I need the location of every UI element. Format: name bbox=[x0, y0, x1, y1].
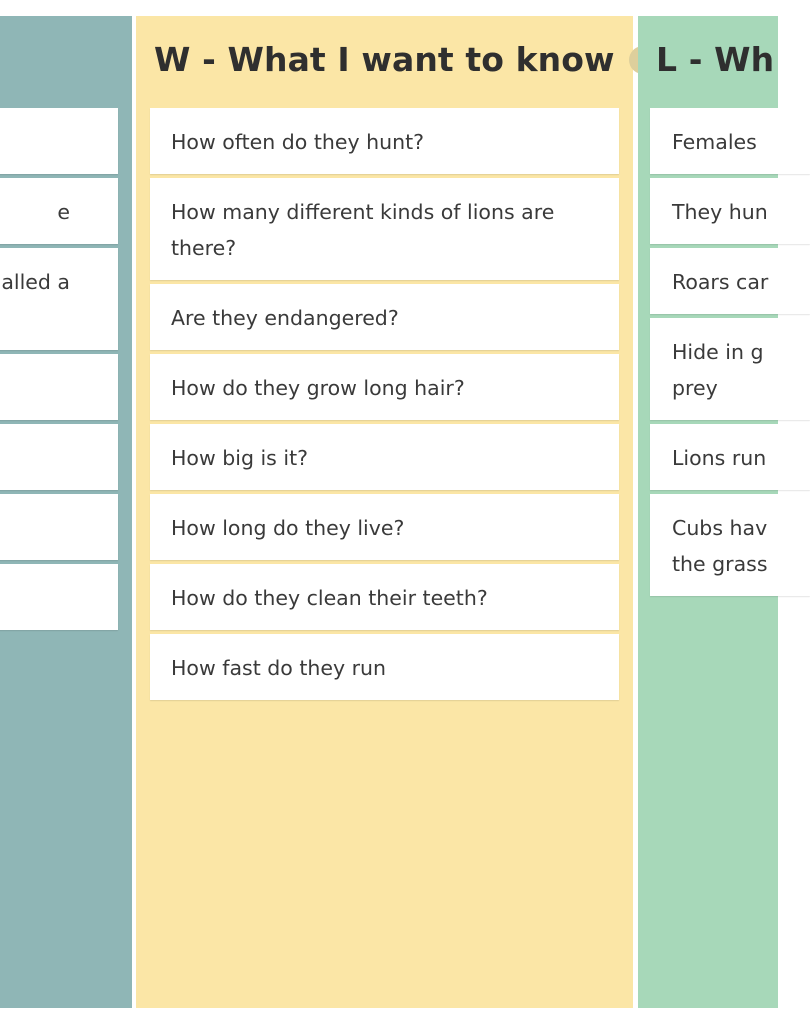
column-l-card[interactable]: Roars car bbox=[650, 248, 810, 314]
column-k-card[interactable] bbox=[0, 494, 118, 560]
column-k bbox=[0, 16, 132, 1008]
column-l-header bbox=[656, 38, 774, 82]
column-l-card[interactable]: They hun bbox=[650, 178, 810, 244]
column-w-card[interactable]: How long do they live? bbox=[150, 494, 619, 560]
column-k-card[interactable] bbox=[0, 424, 118, 490]
column-k-card-list bbox=[0, 108, 118, 634]
column-k-card[interactable] bbox=[0, 564, 118, 630]
column-k-card[interactable]: alled a bbox=[0, 248, 118, 350]
column-w bbox=[136, 16, 633, 1008]
column-l-card[interactable]: Lions run bbox=[650, 424, 810, 490]
column-w-card-list bbox=[150, 108, 619, 704]
column-l-card[interactable]: Hide in g prey bbox=[650, 318, 810, 420]
column-l-card-list bbox=[650, 108, 810, 600]
column-w-card[interactable]: Are they endangered? bbox=[150, 284, 619, 350]
column-l-title: L - Wh bbox=[656, 40, 775, 79]
column-w-card[interactable]: How many different kinds of lions are there? bbox=[150, 178, 619, 280]
column-w-header bbox=[154, 38, 657, 82]
column-k-card[interactable] bbox=[0, 108, 118, 174]
column-w-card[interactable]: How do they clean their teeth? bbox=[150, 564, 619, 630]
column-w-card[interactable]: How do they grow long hair? bbox=[150, 354, 619, 420]
column-l-card[interactable]: Females bbox=[650, 108, 810, 174]
column-w-card[interactable]: How big is it? bbox=[150, 424, 619, 490]
column-l bbox=[638, 16, 778, 1008]
column-k-card[interactable]: e bbox=[0, 178, 118, 244]
column-k-card[interactable] bbox=[0, 354, 118, 420]
column-w-title: W - What I want to know bbox=[154, 40, 615, 79]
column-l-card[interactable]: Cubs hav the grass bbox=[650, 494, 810, 596]
column-w-card[interactable]: How fast do they run bbox=[150, 634, 619, 700]
column-w-card[interactable]: How often do they hunt? bbox=[150, 108, 619, 174]
